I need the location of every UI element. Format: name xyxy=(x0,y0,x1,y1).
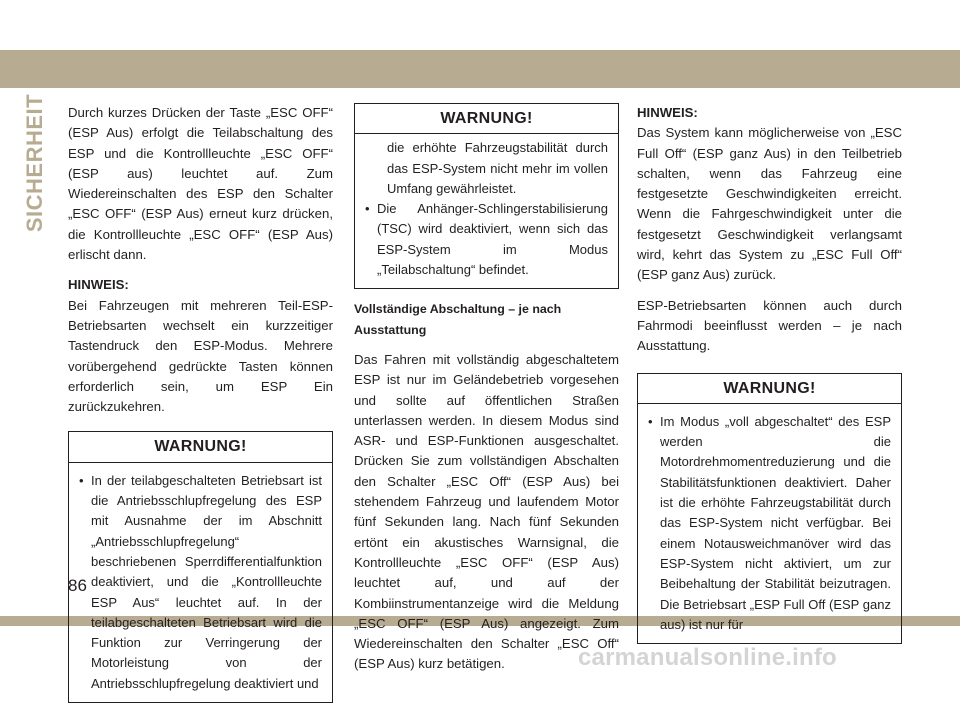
bullet-icon: • xyxy=(365,201,370,217)
warning-body xyxy=(69,463,332,702)
page-number: 86 xyxy=(68,576,87,595)
bullet-icon: • xyxy=(648,413,653,429)
warning-continuation-text: die erhöhte Fahrzeugstabilität durch das ESP-System nicht mehr im vollen Umfang gewährleistet. xyxy=(387,140,608,196)
paragraph-esc-partial-off: Durch kurzes Drücken der Taste „ESC OFF“ (ESP Aus) erfolgt die Teilabschaltung des ESP und die Kontrollleuchte „ESC OFF“ (ESP aus) leuchtet auf. Zum Wiedereinschalten des ESP den Schalter „ESC OFF“ (ESP Aus) erneut kurz drücken, die Kontrollleuchte „ESC OFF“ (ESP Aus) erlischt dann. xyxy=(68,105,333,263)
subheading-full-off: Vollständige Abschaltung – je nach Ausstattung xyxy=(354,302,562,337)
warning-item-text: Die Anhänger-Schlingerstabilisierung (TSC) wird deaktiviert, wenn sich das ESP-System im Modus „Teilabschaltung“ befindet. xyxy=(377,201,608,278)
bullet-icon: • xyxy=(79,472,84,488)
header-band xyxy=(0,50,960,88)
warning-title: WARNUNG! xyxy=(638,374,901,404)
column-1 xyxy=(68,103,333,703)
warning-item-text: In der teilabgeschalteten Betriebsart ist die Antriebsschlupfregelung des ESP mit Ausnahme der im Abschnitt „Antriebsschlupfregelung“ beschriebenen Sperrdifferentialfunktion deaktiviert, und die „Kontrollleuchte ESP Aus“ leuchtet auf. In der teilabgeschalteten Betriebsart wird die Funktion zur Verringerung der Motorleistung von der Antriebsschlupfregelung deaktiviert und xyxy=(91,472,322,691)
note-text: Das System kann möglicherweise von „ESC Full Off“ (ESP ganz Aus) in den Teilbetrieb schalten, wenn das Fahrzeug eine festgesetzte Geschwindigkeiten erreicht. Wenn die Fahrgeschwindigkeit unter die festgesetzt Geschwindigkeit verlangsamt wird, kehrt das System zu „ESC Full Off“ (ESP ganz Aus) zurück. xyxy=(637,125,902,283)
warning-body xyxy=(355,134,618,288)
column-2 xyxy=(354,103,619,685)
warning-item xyxy=(79,471,322,694)
note-heading: HINWEIS: xyxy=(68,277,129,293)
column-3 xyxy=(637,103,902,644)
warning-box-partial xyxy=(68,431,333,703)
warning-box-continued xyxy=(354,103,619,289)
paragraph-drive-modes: ESP-Betriebsarten können auch durch Fahrmodi beeinflusst werden – je nach Ausstattung. xyxy=(637,297,902,354)
warning-item-text: Im Modus „voll abgeschaltet“ des ESP werden die Motordrehmomentreduzierung und die Stabilitätsfunktionen deaktiviert. Daher ist die erhöhte Fahrzeugstabilität durch das ESP-System nicht verfügbar. Bei einem Notausweichmanöver wird das ESP-System nicht aktiviert, um zur Beibehaltung der Stabilität beizutragen. Die Betriebsart „ESP Full Off (ESP ganz aus) ist nur für xyxy=(660,413,891,632)
warning-item xyxy=(365,199,608,280)
section-tab xyxy=(18,93,52,233)
note-text: Bei Fahrzeugen mit mehreren Teil-ESP-Betriebsarten wechselt ein kurzzeitiger Tastendruck den ESP-Modus. Mehrere vorübergehend gedrückte Tasten können erforderlich sein, um ESP Ein zurückzukehren. xyxy=(68,297,333,415)
warning-item xyxy=(648,412,891,635)
warning-title: WARNUNG! xyxy=(69,432,332,462)
warning-body xyxy=(638,404,901,643)
watermark: carmanualsonline.info xyxy=(578,644,837,671)
warning-title: WARNUNG! xyxy=(355,104,618,134)
note-heading: HINWEIS: xyxy=(637,105,698,120)
section-tab-label: SICHERHEIT xyxy=(22,93,47,233)
warning-box-full-off xyxy=(637,373,902,645)
paragraph-full-off: Das Fahren mit vollständig abgeschaltetem ESP ist nur im Geländebetrieb vorgesehen und sollte auf öffentlichen Straßen unterlassen werden. In diesem Modus sind ASR- und ESP-Funktionen ausgeschaltet. Drücken Sie zum vollständigen Abschalten den Schalter „ESC Off“ (ESP Aus) bei stehendem Fahrzeug und laufendem Motor fünf Sekunden lang. Nach fünf Sekunden ertönt ein akustisches Warnsignal, die Kontrollleuchte „ESC OFF“ (ESP Aus) leuchtet auf, und auf der Kombiinstrumentanzeige wird die Meldung „ESC OFF“ (ESP Aus) angezeigt. Zum Wiedereinschalten den Schalter „ESC Off“ (ESP Aus) kurz betätigen. xyxy=(354,351,619,672)
